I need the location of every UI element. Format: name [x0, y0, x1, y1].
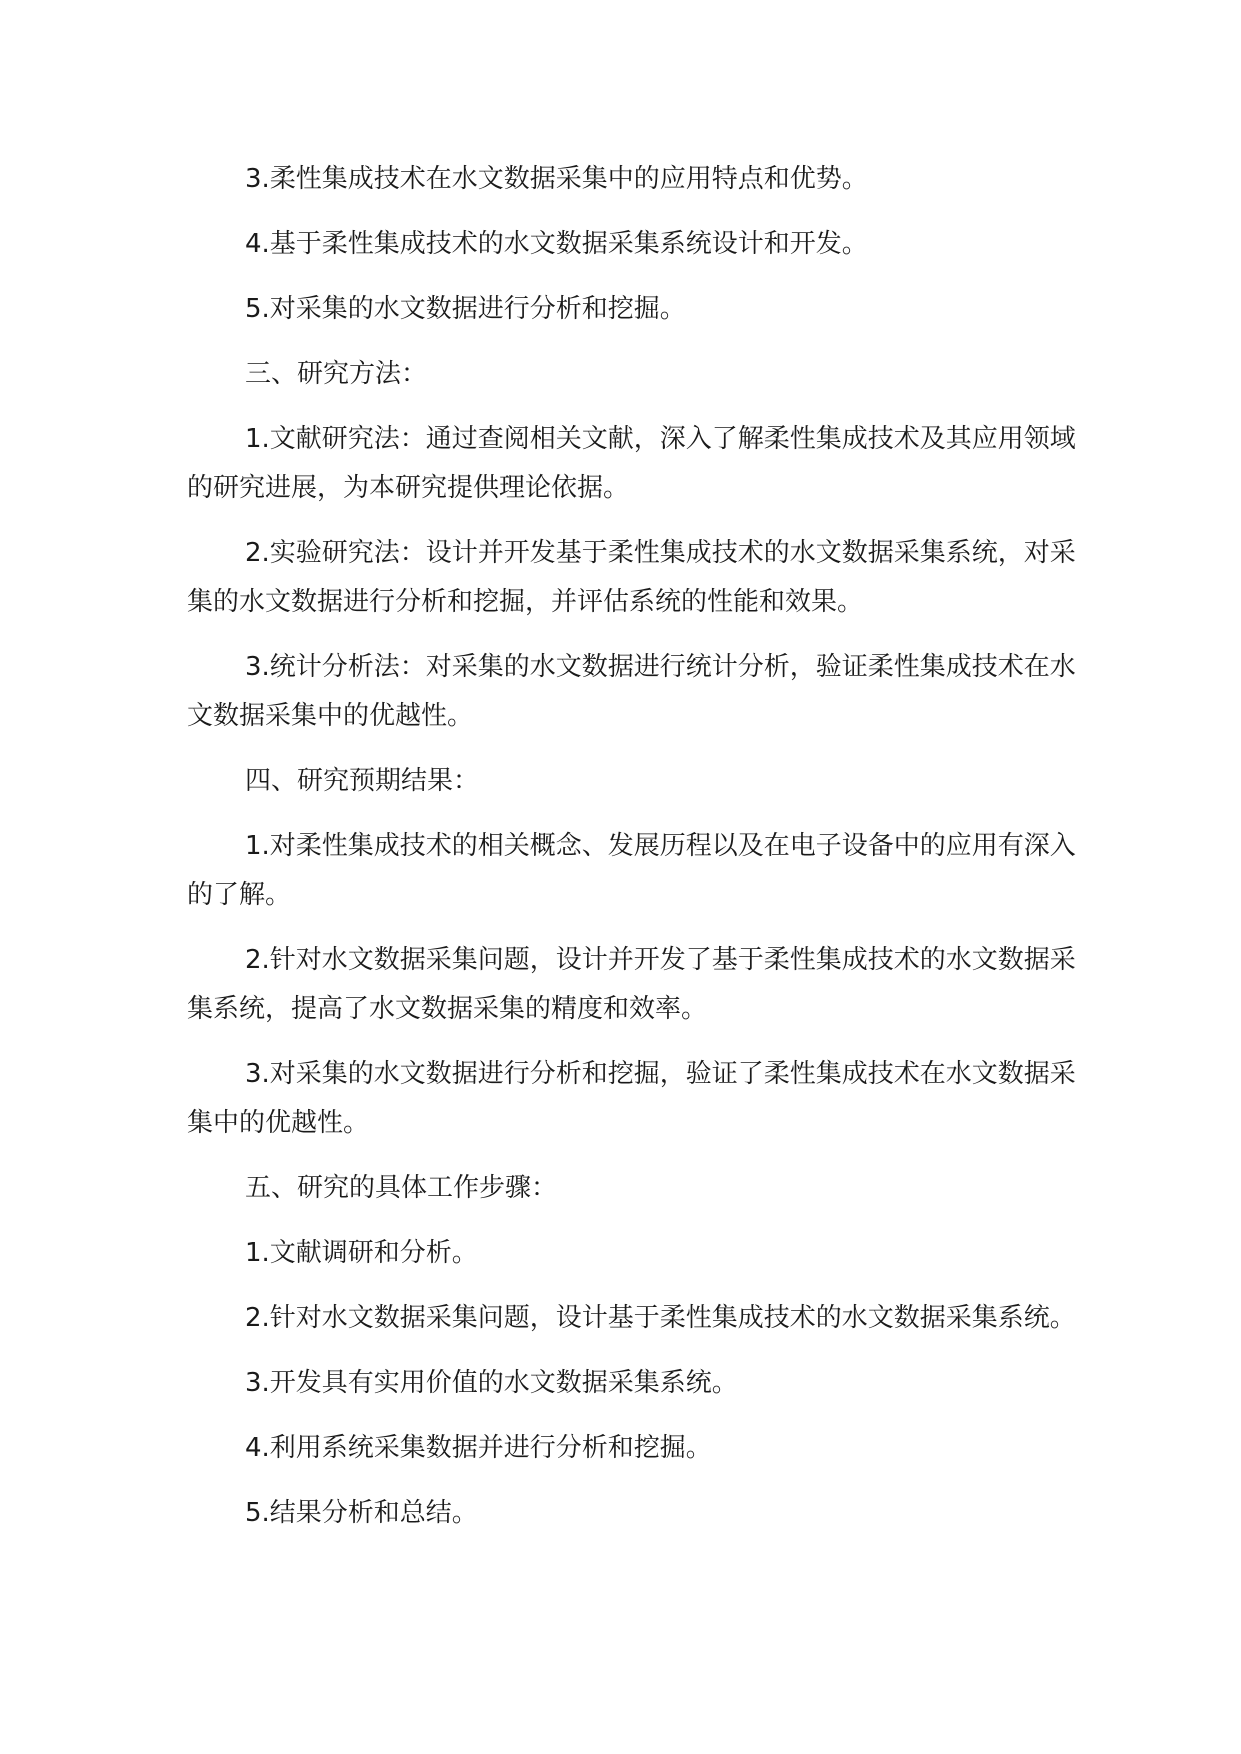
list-item: 1.文献研究法：通过查阅相关文献，深入了解柔性集成技术及其应用领域的研究进展，为本研究提供理论依据。: [187, 424, 1076, 503]
list-item: 5.对采集的水文数据进行分析和挖掘。: [245, 294, 686, 324]
section-heading: 三、研究方法：: [245, 359, 428, 389]
list-item: 4.利用系统采集数据并进行分析和挖掘。: [245, 1433, 712, 1463]
section-heading: 五、研究的具体工作步骤：: [245, 1173, 558, 1203]
list-item: 3.对采集的水文数据进行分析和挖掘，验证了柔性集成技术在水文数据采集中的优越性。: [187, 1059, 1076, 1138]
list-item: 4.基于柔性集成技术的水文数据采集系统设计和开发。: [245, 229, 868, 259]
list-item: 2.针对水文数据采集问题，设计基于柔性集成技术的水文数据采集系统。: [245, 1303, 1076, 1333]
list-item: 3.柔性集成技术在水文数据采集中的应用特点和优势。: [245, 164, 868, 194]
list-item: 5.结果分析和总结。: [245, 1498, 478, 1528]
list-item: 3.统计分析法：对采集的水文数据进行统计分析，验证柔性集成技术在水文数据采集中的优越性。: [187, 652, 1076, 731]
list-item: 2.针对水文数据采集问题，设计并开发了基于柔性集成技术的水文数据采集系统，提高了水文数据采集的精度和效率。: [187, 945, 1076, 1024]
list-item: 2.实验研究法：设计并开发基于柔性集成技术的水文数据采集系统，对采集的水文数据进行分析和挖掘，并评估系统的性能和效果。: [187, 538, 1076, 617]
list-item: 1.对柔性集成技术的相关概念、发展历程以及在电子设备中的应用有深入的了解。: [187, 831, 1076, 910]
list-item: 1.文献调研和分析。: [245, 1238, 478, 1268]
section-heading: 四、研究预期结果：: [245, 766, 480, 796]
document-body: [187, 155, 1087, 1554]
list-item: 3.开发具有实用价值的水文数据采集系统。: [245, 1368, 738, 1398]
